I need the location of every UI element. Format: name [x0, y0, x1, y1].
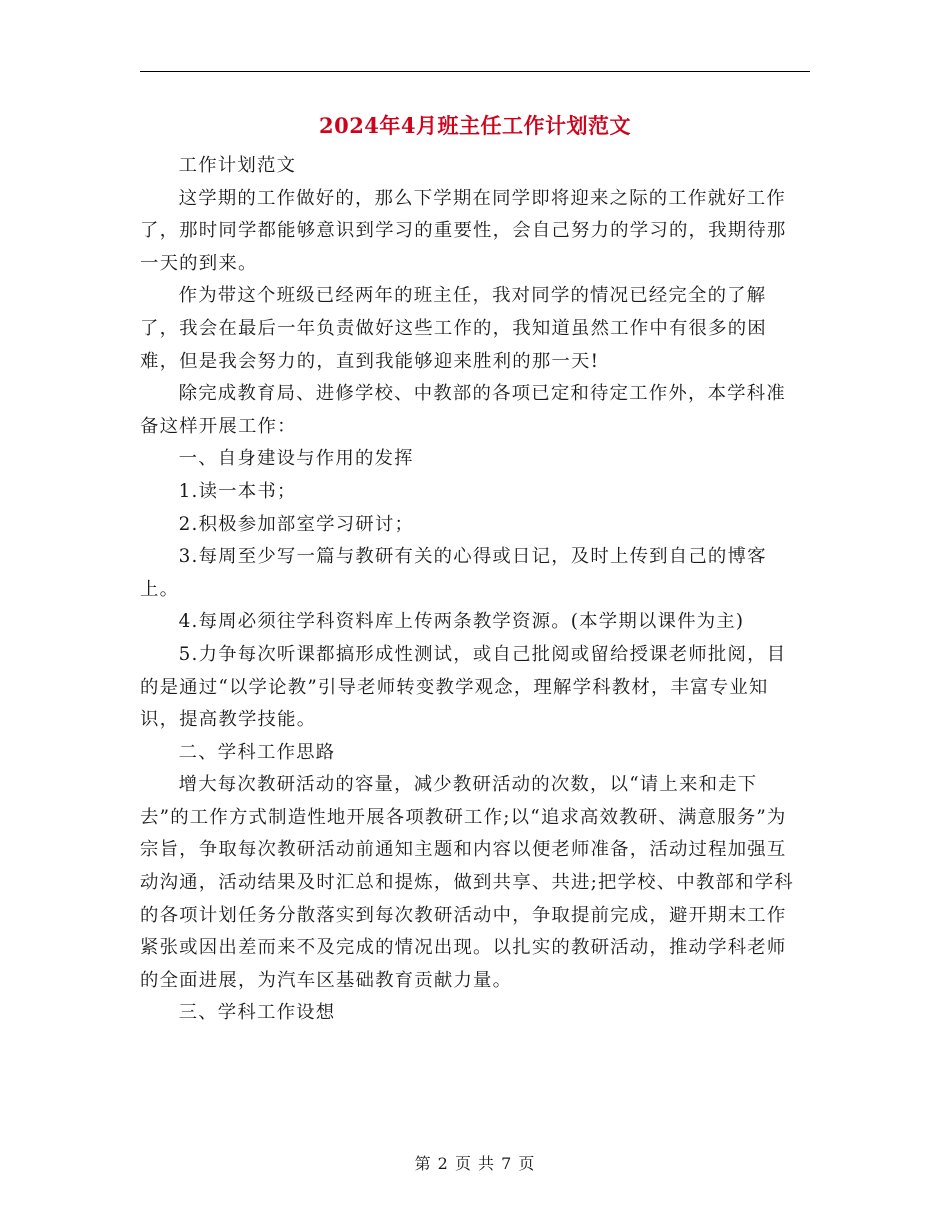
list-item: 2.积极参加部室学习研讨；: [178, 513, 415, 535]
section-heading: 二、学科工作思路: [178, 741, 336, 763]
list-item: 1.读一本书；: [178, 480, 297, 502]
header-rule: [140, 71, 810, 72]
paragraph: 作为带这个班级已经两年的班主任，我对同学的情况已经完全的了解了，我会在最后一年负责做好这些工作的，我知道虽然工作中有很多的困难，但是我会努力的，直到我能够迎来胜利的那一天!: [140, 285, 767, 372]
document-title: 2024年4月班主任工作计划范文: [318, 113, 632, 138]
page-number: 第 2 页 共 7 页: [414, 1154, 536, 1173]
list-item: 4.每周必须往学科资料库上传两条教学资源。(本学期以课件为主): [178, 611, 745, 633]
paragraph: 增大每次教研活动的容量，减少教研活动的次数，以“请上来和走下去”的工作方式制造性地开展各项教研工作;以“追求高效教研、满意服务”为宗旨，争取每次教研活动前通知主题和内容以便老师准备，活动过程加强互动沟通，活动结果及时汇总和提炼，做到共享、共进;把学校、中教部和学科的各项计划任务分散落实到每次教研活动中，争取提前完成，避开期末工作紧张或因出差而来不及完成的情况出现。以扎实的教研活动，推动学科老师的全面进展，为汽车区基础教育贡献力量。: [140, 774, 794, 991]
paragraph: 除完成教育局、进修学校、中教部的各项已定和待定工作外，本学科准备这样开展工作：: [140, 383, 786, 437]
list-item: 5.力争每次听课都搞形成性测试，或自己批阅或留给授课老师批阅，目的是通过“以学论教”引导老师转变教学观念，理解学科教材，丰富专业知识，提高教学技能。: [140, 643, 787, 731]
section-heading: 三、学科工作设想: [178, 1002, 336, 1024]
paragraph: 这学期的工作做好的，那么下学期在同学即将迎来之际的工作就好工作了，那时同学都能够意识到学习的重要性，会自己努力的学习的，我期待那一天的到来。: [140, 187, 787, 274]
section-heading: 一、自身建设与作用的发挥: [178, 448, 414, 470]
paragraph-subtitle: 工作计划范文: [178, 155, 297, 176]
list-item: 3.每周至少写一篇与教研有关的心得或日记，及时上传到自己的博客上。: [140, 546, 767, 600]
document-body: [140, 150, 802, 1030]
